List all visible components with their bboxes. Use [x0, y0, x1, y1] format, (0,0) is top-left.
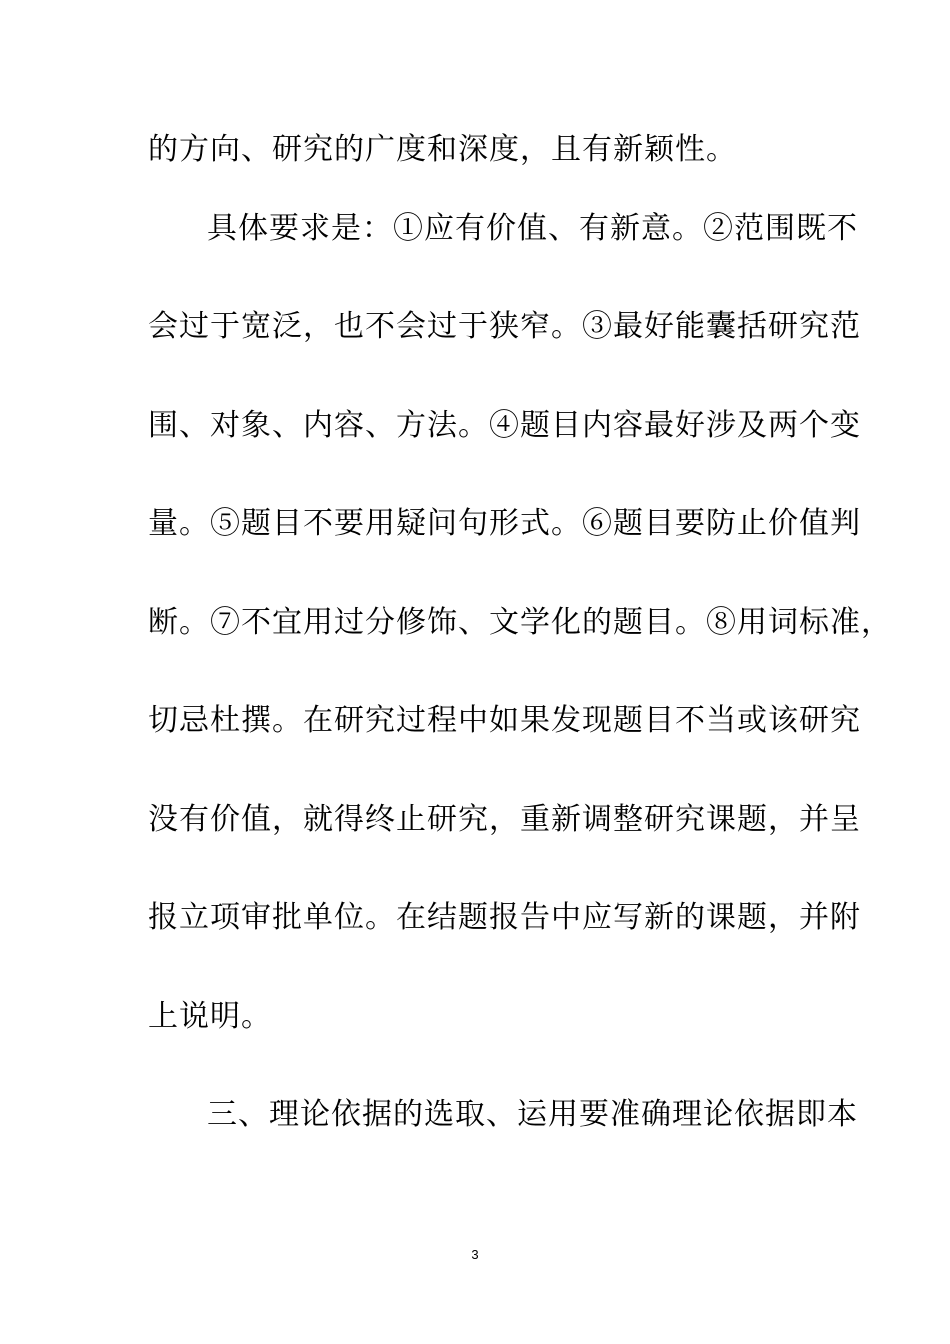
text-line-6: 断。⑦不宜用过分修饰、文学化的题目。⑧用词标准， [148, 605, 892, 640]
text-line-3: 会过于宽泛，也不会过于狭窄。③最好能囊括研究范 [148, 309, 861, 344]
text-line-11: 三、理论依据的选取、运用要准确理论依据即本 [207, 1097, 858, 1132]
text-line-5: 量。⑤题目不要用疑问句形式。⑥题目要防止价值判 [148, 506, 861, 541]
text-line-4: 围、对象、内容、方法。④题目内容最好涉及两个变 [148, 408, 861, 443]
text-line-7: 切忌杜撰。在研究过程中如果发现题目不当或该研究 [148, 703, 861, 738]
text-line-1: 的方向、研究的广度和深度，且有新颖性。 [148, 132, 737, 167]
text-line-2: 具体要求是：①应有价值、有新意。②范围既不 [207, 211, 858, 246]
text-line-10: 上说明。 [148, 999, 272, 1034]
text-line-9: 报立项审批单位。在结题报告中应写新的课题，并附 [148, 900, 861, 935]
text-line-8: 没有价值，就得终止研究，重新调整研究课题，并呈 [148, 802, 861, 837]
page-number: 3 [471, 1247, 479, 1262]
